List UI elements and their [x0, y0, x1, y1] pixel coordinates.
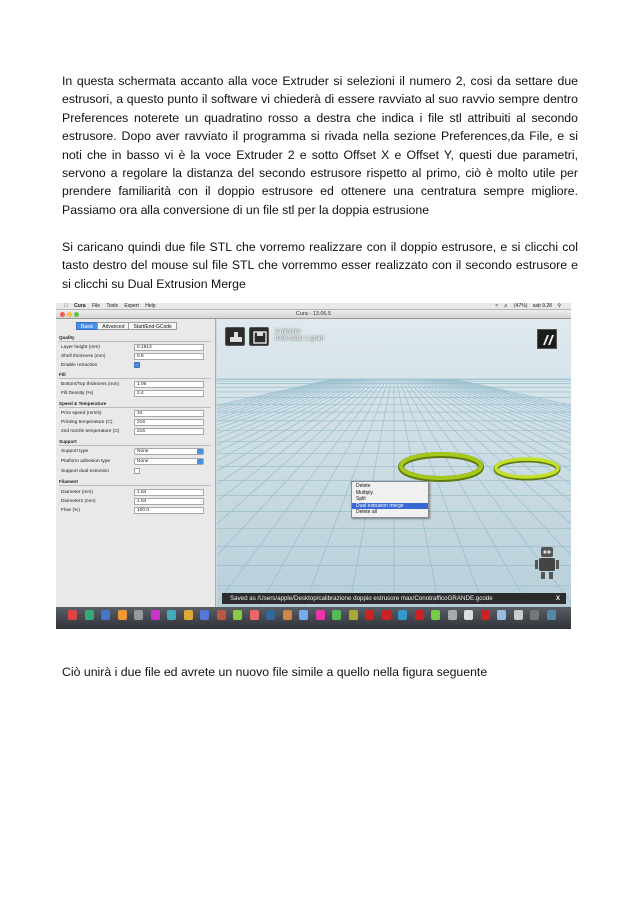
shell-thickness-input[interactable]: 0.8 [134, 353, 204, 360]
menu-item-delete-all[interactable]: Delete all [356, 509, 377, 515]
dock-slicer-icon[interactable] [382, 610, 391, 620]
dock-notes-icon[interactable] [167, 610, 176, 620]
dock-safari-icon[interactable] [101, 610, 110, 620]
dock-maps-icon[interactable] [200, 610, 209, 620]
section-quality: Quality [59, 335, 75, 340]
print-speed-input[interactable]: 34 [134, 410, 204, 417]
paragraph-merge-result: Ciò unirà i due file ed avrete un nuovo file simile a quello nella figura seguente [62, 665, 488, 679]
dock-preferences-icon[interactable] [316, 610, 325, 620]
volume-icon[interactable]: ♬ [503, 303, 509, 309]
support-type-select[interactable]: None [134, 448, 204, 455]
robot-mascot-icon [533, 545, 561, 581]
support-dual-extrusion-checkbox[interactable] [134, 468, 140, 474]
clock[interactable]: sab 9.28 [532, 303, 552, 309]
mac-dock [56, 607, 571, 629]
dock-trash-icon[interactable] [448, 610, 457, 620]
dock-facetime-icon[interactable] [250, 610, 259, 620]
platform-adhesion-select[interactable]: None [134, 458, 204, 465]
window-title: Cura - 13.06.5 [295, 311, 332, 317]
zoom-window-button[interactable] [74, 312, 79, 317]
battery-status[interactable]: (47%) [514, 303, 528, 309]
dock-browser-icon[interactable] [398, 610, 407, 620]
menu-item-dual-extrusion-merge[interactable]: Dual extrusion merge [352, 503, 428, 510]
load-model-icon[interactable] [225, 327, 245, 346]
minimize-window-button[interactable] [67, 312, 72, 317]
section-speed-temperature: Speed & Temperature [59, 401, 107, 406]
diameter-input[interactable]: 1.64 [134, 489, 204, 496]
cura-screenshot [56, 303, 571, 629]
close-notification-button[interactable]: X [555, 595, 560, 602]
dock-ultimaker-icon[interactable] [365, 610, 374, 620]
label-flow: Flow (%) [61, 508, 80, 513]
menu-item-expert[interactable]: Expert [119, 303, 134, 309]
dock-messages-icon[interactable] [233, 610, 242, 620]
section-fill: Fill [59, 372, 66, 377]
menu-item-file[interactable]: File [86, 303, 95, 309]
menu-item-help[interactable]: Help [140, 303, 151, 309]
menu-item-delete[interactable]: Delete [356, 483, 371, 489]
dock-system-icon[interactable] [530, 610, 539, 620]
printing-temperature-input[interactable]: 216 [134, 419, 204, 426]
dock-app-store-icon[interactable] [299, 610, 308, 620]
tab-start-end-gcode[interactable]: Start/End-GCode [128, 322, 176, 330]
window-titlebar [56, 310, 571, 319]
section-filament: Filament [59, 479, 78, 484]
fill-density-input[interactable]: 2.4 [134, 390, 204, 397]
menu-item-tools[interactable]: Tools [101, 303, 113, 309]
menu-item-multiply[interactable]: Multiply [356, 489, 373, 496]
dock-calendar-icon[interactable] [151, 610, 160, 620]
layer-height-input[interactable]: 0.1813 [134, 344, 204, 351]
enable-retraction-checkbox[interactable] [134, 362, 140, 368]
settings-sidebar [56, 319, 216, 607]
dock-photos-icon[interactable] [217, 610, 226, 620]
3d-viewport[interactable] [217, 319, 571, 607]
mac-menubar [56, 303, 571, 310]
dock-itunes-icon[interactable] [266, 610, 275, 620]
paragraph-extruder-settings: In questa schermata accanto alla voce Extruder si selezioni il numero 2, cosi da settare due estrusori, a questo punto il software vi chiederà di essere ravviato al suo ravvio sempre dentro Preferences noterete un quadratino rosso a destra che indica i file stl attribuiti al secondo estrusore. Dopo aver ravviato il programma si rivada nella sezione Preferences,da File, e si noti che in basso vi è la voce Extruder 2 e sotto Offset X e Offset Y, questi due parametri, servono a regolare la distanza del secondo estrusore rispetto al primo, ciò è molto utile per prendere familiarità con il doppio estrusore ed ottenere una centratura sempre migliore. Passiamo ora alla conversione di un file stl per la doppia estrusione [62, 74, 578, 217]
label-print-speed: Print speed (mm/s) [61, 411, 102, 416]
second-nozzle-temperature-input[interactable]: 216 [134, 428, 204, 435]
bottom-top-thickness-input[interactable]: 1.06 [134, 381, 204, 388]
dock-finder-icon[interactable] [68, 610, 77, 620]
view-mode-icon[interactable] [537, 329, 557, 349]
label-layer-height: Layer height (mm) [61, 345, 100, 350]
dock-ibooks-icon[interactable] [283, 610, 292, 620]
flow-input[interactable]: 100.0 [134, 507, 204, 514]
dock-contacts-icon[interactable] [134, 610, 143, 620]
label-platform-adhesion: Platform adhesion type [61, 459, 111, 464]
context-menu [351, 481, 429, 518]
dock-launchpad-icon[interactable] [85, 610, 94, 620]
dock-applications-icon[interactable] [514, 610, 523, 620]
menu-item-cura[interactable]: Cura [69, 303, 81, 309]
dock-misc-icon[interactable] [547, 610, 556, 620]
tab-advanced[interactable]: Advanced [97, 322, 129, 330]
label-enable-retraction: Enable retraction [61, 363, 98, 368]
label-second-nozzle-temperature: 2nd nozzle temperature (C) [61, 429, 120, 434]
label-fill-density: Fill Density (%) [61, 391, 94, 396]
menu-apple-icon[interactable] [64, 303, 68, 309]
build-plate-grid [217, 319, 571, 607]
wifi-icon[interactable]: ≈ [495, 303, 499, 309]
filament-usage: 0.06 meter 1 gram [275, 336, 325, 342]
close-window-button[interactable] [60, 312, 65, 317]
dock-folder-icon[interactable] [464, 610, 473, 620]
paragraph-load-stl: Si caricano quindi due file STL che vorremo realizzare con il doppio estrusore, e si clicchi col tasto destro del mouse sul file STL che vorremmo esser realizzato con il secondo estrusore e si clicchi su Dual Extrusion Merge [62, 240, 578, 291]
menu-item-split[interactable]: Split [356, 496, 366, 502]
label-support-dual-extrusion: Support dual extrusion [61, 469, 109, 474]
save-notification [222, 593, 566, 604]
diameter2-input[interactable]: 1.64 [134, 498, 204, 505]
label-shell-thickness: Shell thickness (mm) [61, 354, 106, 359]
dock-arduino-icon[interactable] [349, 610, 358, 620]
print-estimate [275, 329, 324, 343]
dock-repetier-icon[interactable] [415, 610, 424, 620]
dock-reminders-icon[interactable] [184, 610, 193, 620]
label-diameter2: Diameter2 (mm) [61, 499, 96, 504]
dock-mail-icon[interactable] [118, 610, 127, 620]
dock-downloads-icon[interactable] [481, 610, 490, 620]
tab-basic[interactable]: Basic [76, 322, 98, 330]
section-support: Support [59, 439, 77, 444]
search-icon[interactable]: ⚲ [557, 303, 561, 309]
save-message: Saved as /Users/apple/Desktop/calibrazione doppio estrusore max/ConotrafficoGRANDE.gcode [230, 595, 493, 602]
save-gcode-icon[interactable] [249, 327, 269, 346]
dock-documents-icon[interactable] [497, 610, 506, 620]
settings-tabs [76, 322, 176, 330]
dock-cura-icon[interactable] [332, 610, 341, 620]
label-support-type: Support type [61, 449, 89, 454]
label-bottom-top-thickness: Bottom/Top thickness (mm) [61, 382, 120, 387]
label-diameter: Diameter (mm) [61, 490, 93, 495]
print-time: 2 minutes [275, 329, 302, 335]
dock-utility-icon[interactable] [431, 610, 440, 620]
label-printing-temperature: Printing temperature (C) [61, 420, 113, 425]
